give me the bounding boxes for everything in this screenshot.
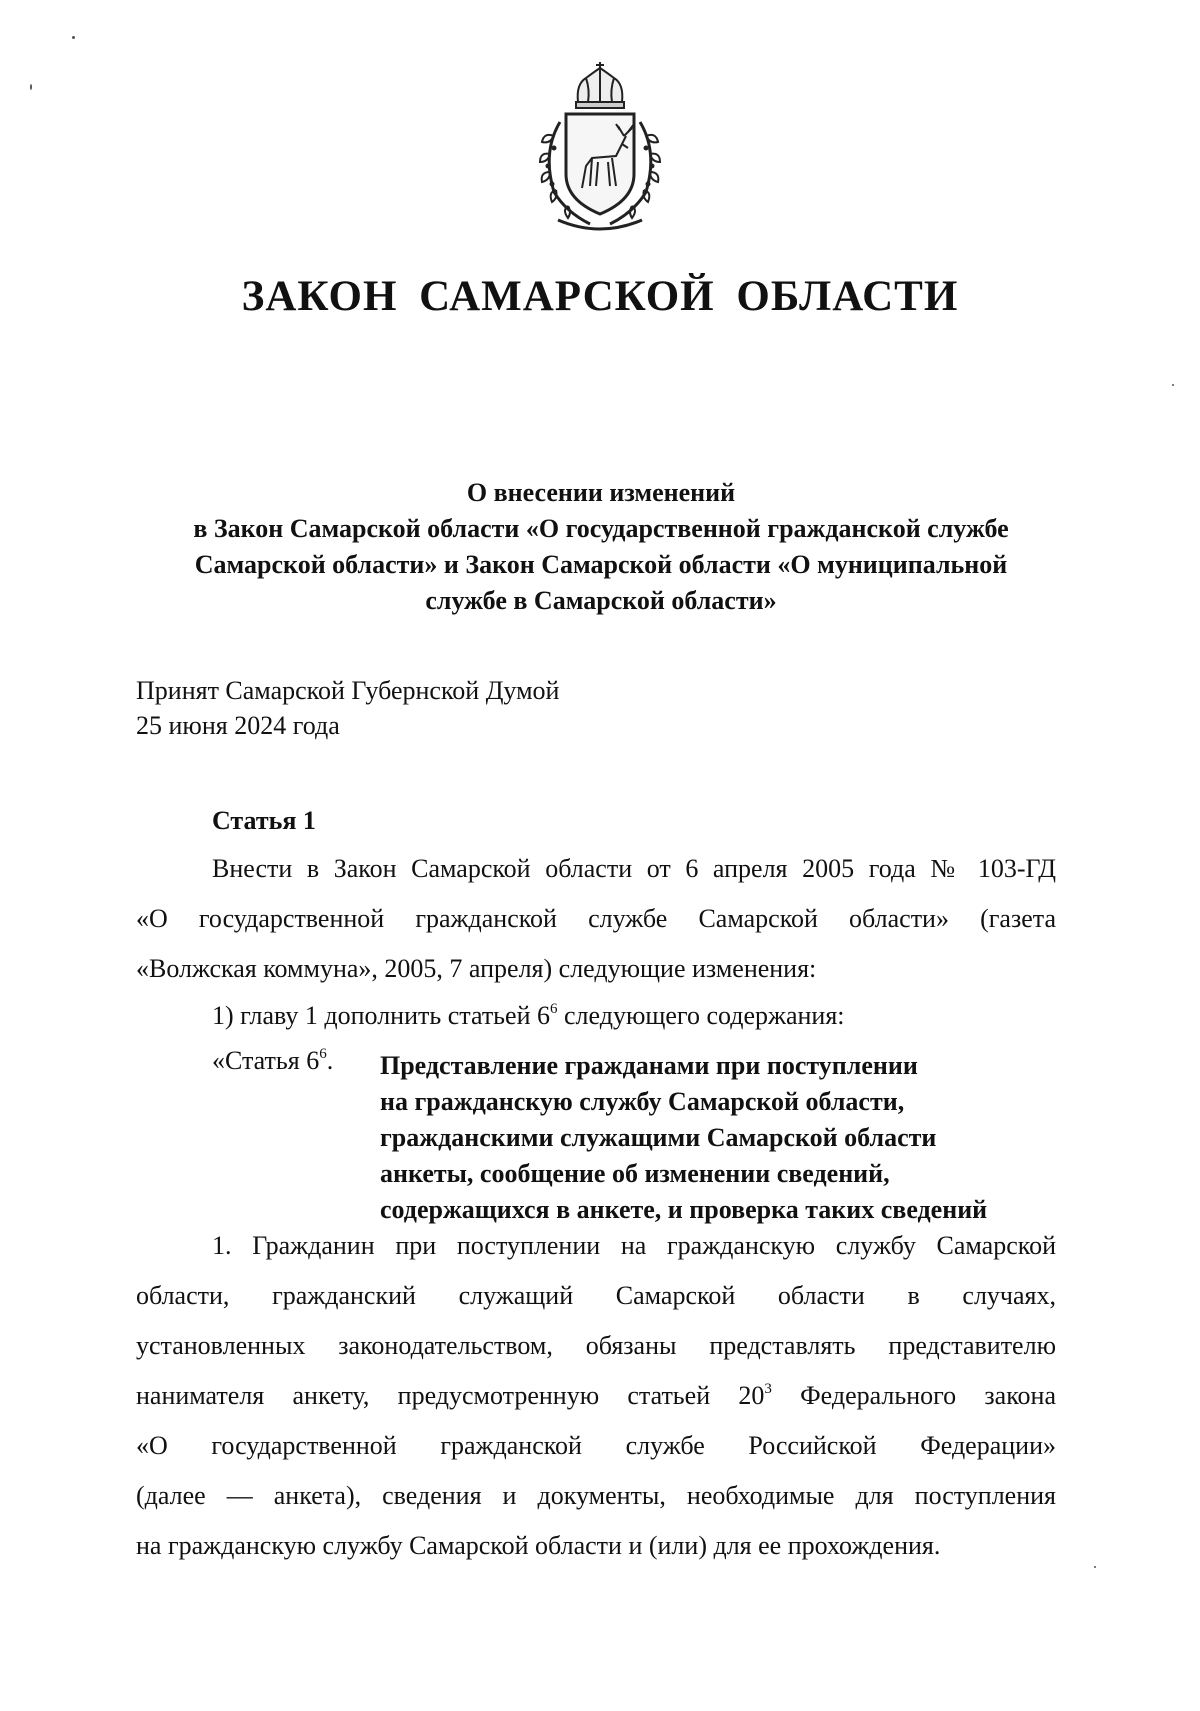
- coat-of-arms-emblem: [520, 62, 680, 240]
- item-text: 1) главу 1 дополнить статьей 6: [212, 1001, 550, 1030]
- heading-line: на гражданскую службу Самарской области,: [380, 1087, 905, 1116]
- body-text: нанимателя анкету, предусмотренную статьей 20: [136, 1381, 765, 1410]
- body-line: «Волжская коммуна», 2005, 7 апреля) следующие изменения:: [136, 954, 817, 983]
- heading-line: анкеты, сообщение об изменении сведений,: [380, 1159, 890, 1188]
- superscript: 6: [319, 1046, 327, 1062]
- adoption-date: 25 июня 2024 года: [136, 711, 340, 740]
- superscript: 3: [764, 1381, 772, 1397]
- heading-line: Представление гражданами при поступлении: [380, 1051, 918, 1080]
- adopted-by: Принят Самарской Губернской Думой: [136, 676, 560, 705]
- scan-speck: [1094, 1566, 1096, 1568]
- body-text: Федерального закона: [771, 1381, 1056, 1410]
- subject-line: О внесении изменений: [466, 478, 736, 507]
- scan-speck: [72, 36, 75, 39]
- body-line: установленных законодательством, обязаны представлять представителю: [136, 1331, 1056, 1360]
- label-text: .: [326, 1046, 334, 1075]
- amendment-item: [212, 1001, 1056, 1031]
- subject-line: Самарской области» и Закон Самарской области «О муниципальной: [194, 550, 1008, 579]
- new-article-heading: [380, 1048, 987, 1228]
- subject-line: в Закон Самарской области «О государственной гражданской службе: [193, 514, 1009, 543]
- law-subject: [120, 475, 1082, 619]
- body-line: области, гражданский служащий Самарской области в случаях,: [136, 1281, 1056, 1310]
- body-line: (далее — анкета), сведения и документы, необходимые для поступления: [136, 1481, 1056, 1510]
- body-line: 1. Гражданин при поступлении на гражданскую службу Самарской: [212, 1231, 1056, 1260]
- article-heading: Статья 1: [212, 806, 316, 835]
- heading-line: содержащихся в анкете, и проверка таких сведений: [380, 1195, 988, 1224]
- scan-speck: [1172, 384, 1174, 386]
- body-line: [136, 1381, 1056, 1411]
- law-title: ЗАКОН САМАРСКОЙ ОБЛАСТИ: [241, 273, 959, 320]
- body-line: Внести в Закон Самарской области от 6 апреля 2005 года № 103-ГД: [212, 854, 1056, 883]
- scan-speck: [30, 84, 32, 90]
- body-line: «О государственной гражданской службе Самарской области» (газета: [136, 904, 1056, 933]
- label-text: «Статья 6: [212, 1046, 320, 1075]
- heading-line: гражданскими служащими Самарской области: [380, 1123, 937, 1152]
- body-line: на гражданскую службу Самарской области и (или) для ее прохождения.: [136, 1531, 941, 1560]
- adoption-info: [136, 673, 559, 743]
- item-text: следующего содержания:: [557, 1001, 845, 1030]
- body-line: «О государственной гражданской службе Российской Федерации»: [136, 1431, 1056, 1460]
- superscript: 6: [550, 1001, 558, 1017]
- new-article-label: [212, 1046, 333, 1076]
- subject-line: службе в Самарской области»: [425, 586, 777, 615]
